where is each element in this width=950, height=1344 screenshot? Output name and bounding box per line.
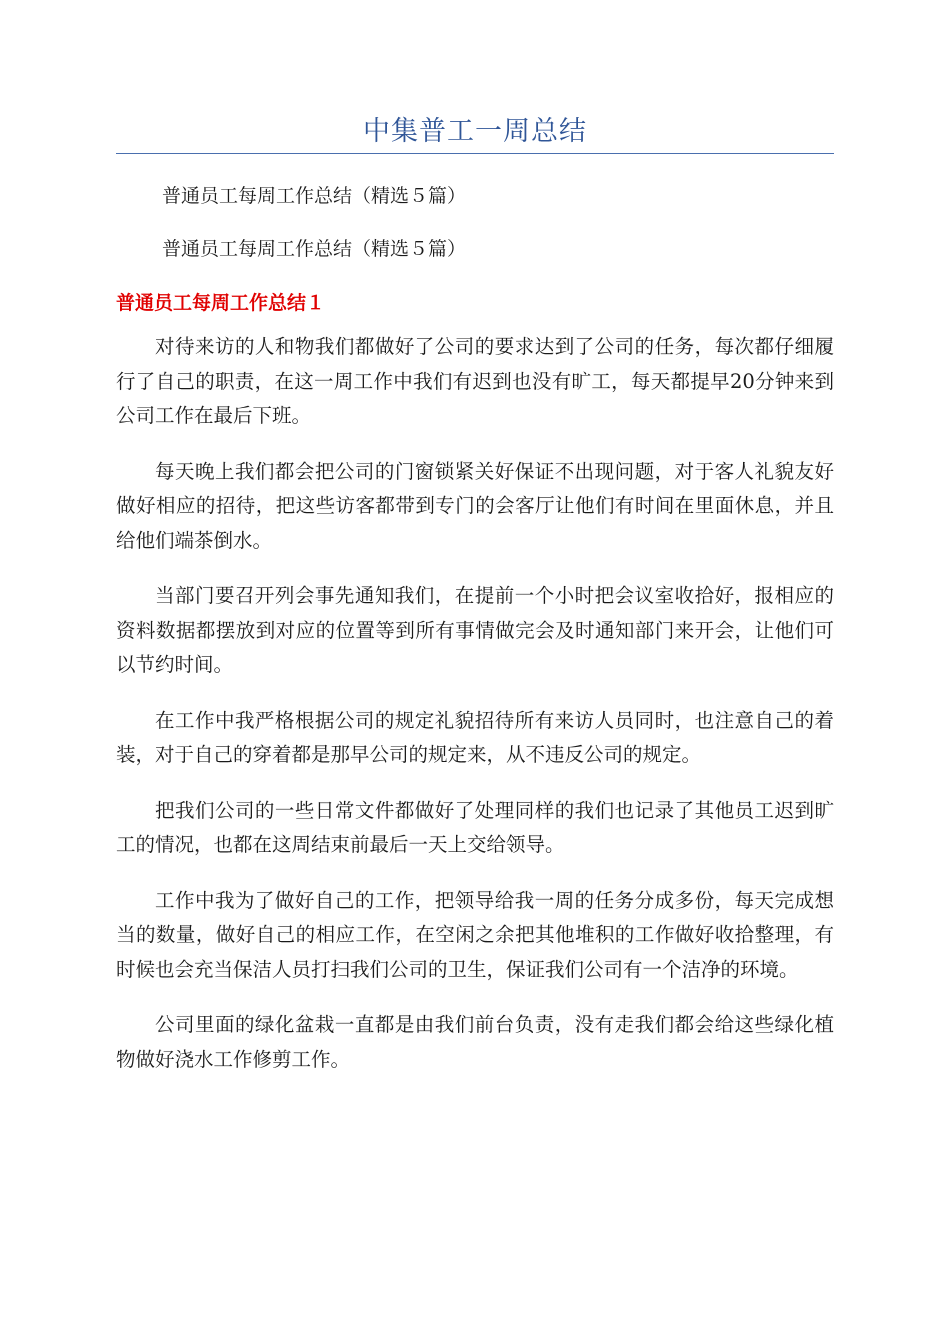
document-title: 中集普工一周总结	[363, 116, 587, 147]
paragraph-1: 对待来访的人和物我们都做好了公司的要求达到了公司的任务，每次都仔细履行了自己的职责，在这一周工作中我们有迟到也没有旷工，每天都提早20分钟来到公司工作在最后下班。	[116, 335, 834, 427]
paragraph-7: 公司里面的绿化盆栽一直都是由我们前台负责，没有走我们都会给这些绿化植物做好浇水工作修剪工作。	[116, 1013, 834, 1071]
subtitle-1: 普通员工每周工作总结（精选５篇）	[162, 185, 467, 207]
section-heading: 普通员工每周工作总结１	[116, 292, 326, 314]
paragraph-4: 在工作中我严格根据公司的规定礼貌招待所有来访人员同时，也注意自己的着装，对于自己的穿着都是那早公司的规定来，从不违反公司的规定。	[116, 708, 834, 766]
paragraph-5: 把我们公司的一些日常文件都做好了处理同样的我们也记录了其他员工迟到旷工的情况，也都在这周结束前最后一天上交给领导。	[116, 798, 834, 856]
document-body	[116, 330, 834, 1098]
title-underline	[116, 153, 834, 154]
paragraph-3: 当部门要召开列会事先通知我们，在提前一个小时把会议室收拾好，报相应的资料数据都摆放到对应的位置等到所有事情做完会及时通知部门来开会，让他们可以节约时间。	[116, 584, 834, 676]
paragraph-6: 工作中我为了做好自己的工作，把领导给我一周的任务分成多份，每天完成想当的数量，做好自己的相应工作，在空闲之余把其他堆积的工作做好收拾整理，有时候也会充当保洁人员打扫我们公司的卫生，保证我们公司有一个洁净的环境。	[116, 888, 834, 981]
subtitle-2: 普通员工每周工作总结（精选５篇）	[162, 238, 467, 260]
paragraph-2: 每天晚上我们都会把公司的门窗锁紧关好保证不出现问题，对于客人礼貌友好做好相应的招待，把这些访客都带到专门的会客厅让他们有时间在里面休息，并且给他们端茶倒水。	[116, 459, 834, 552]
